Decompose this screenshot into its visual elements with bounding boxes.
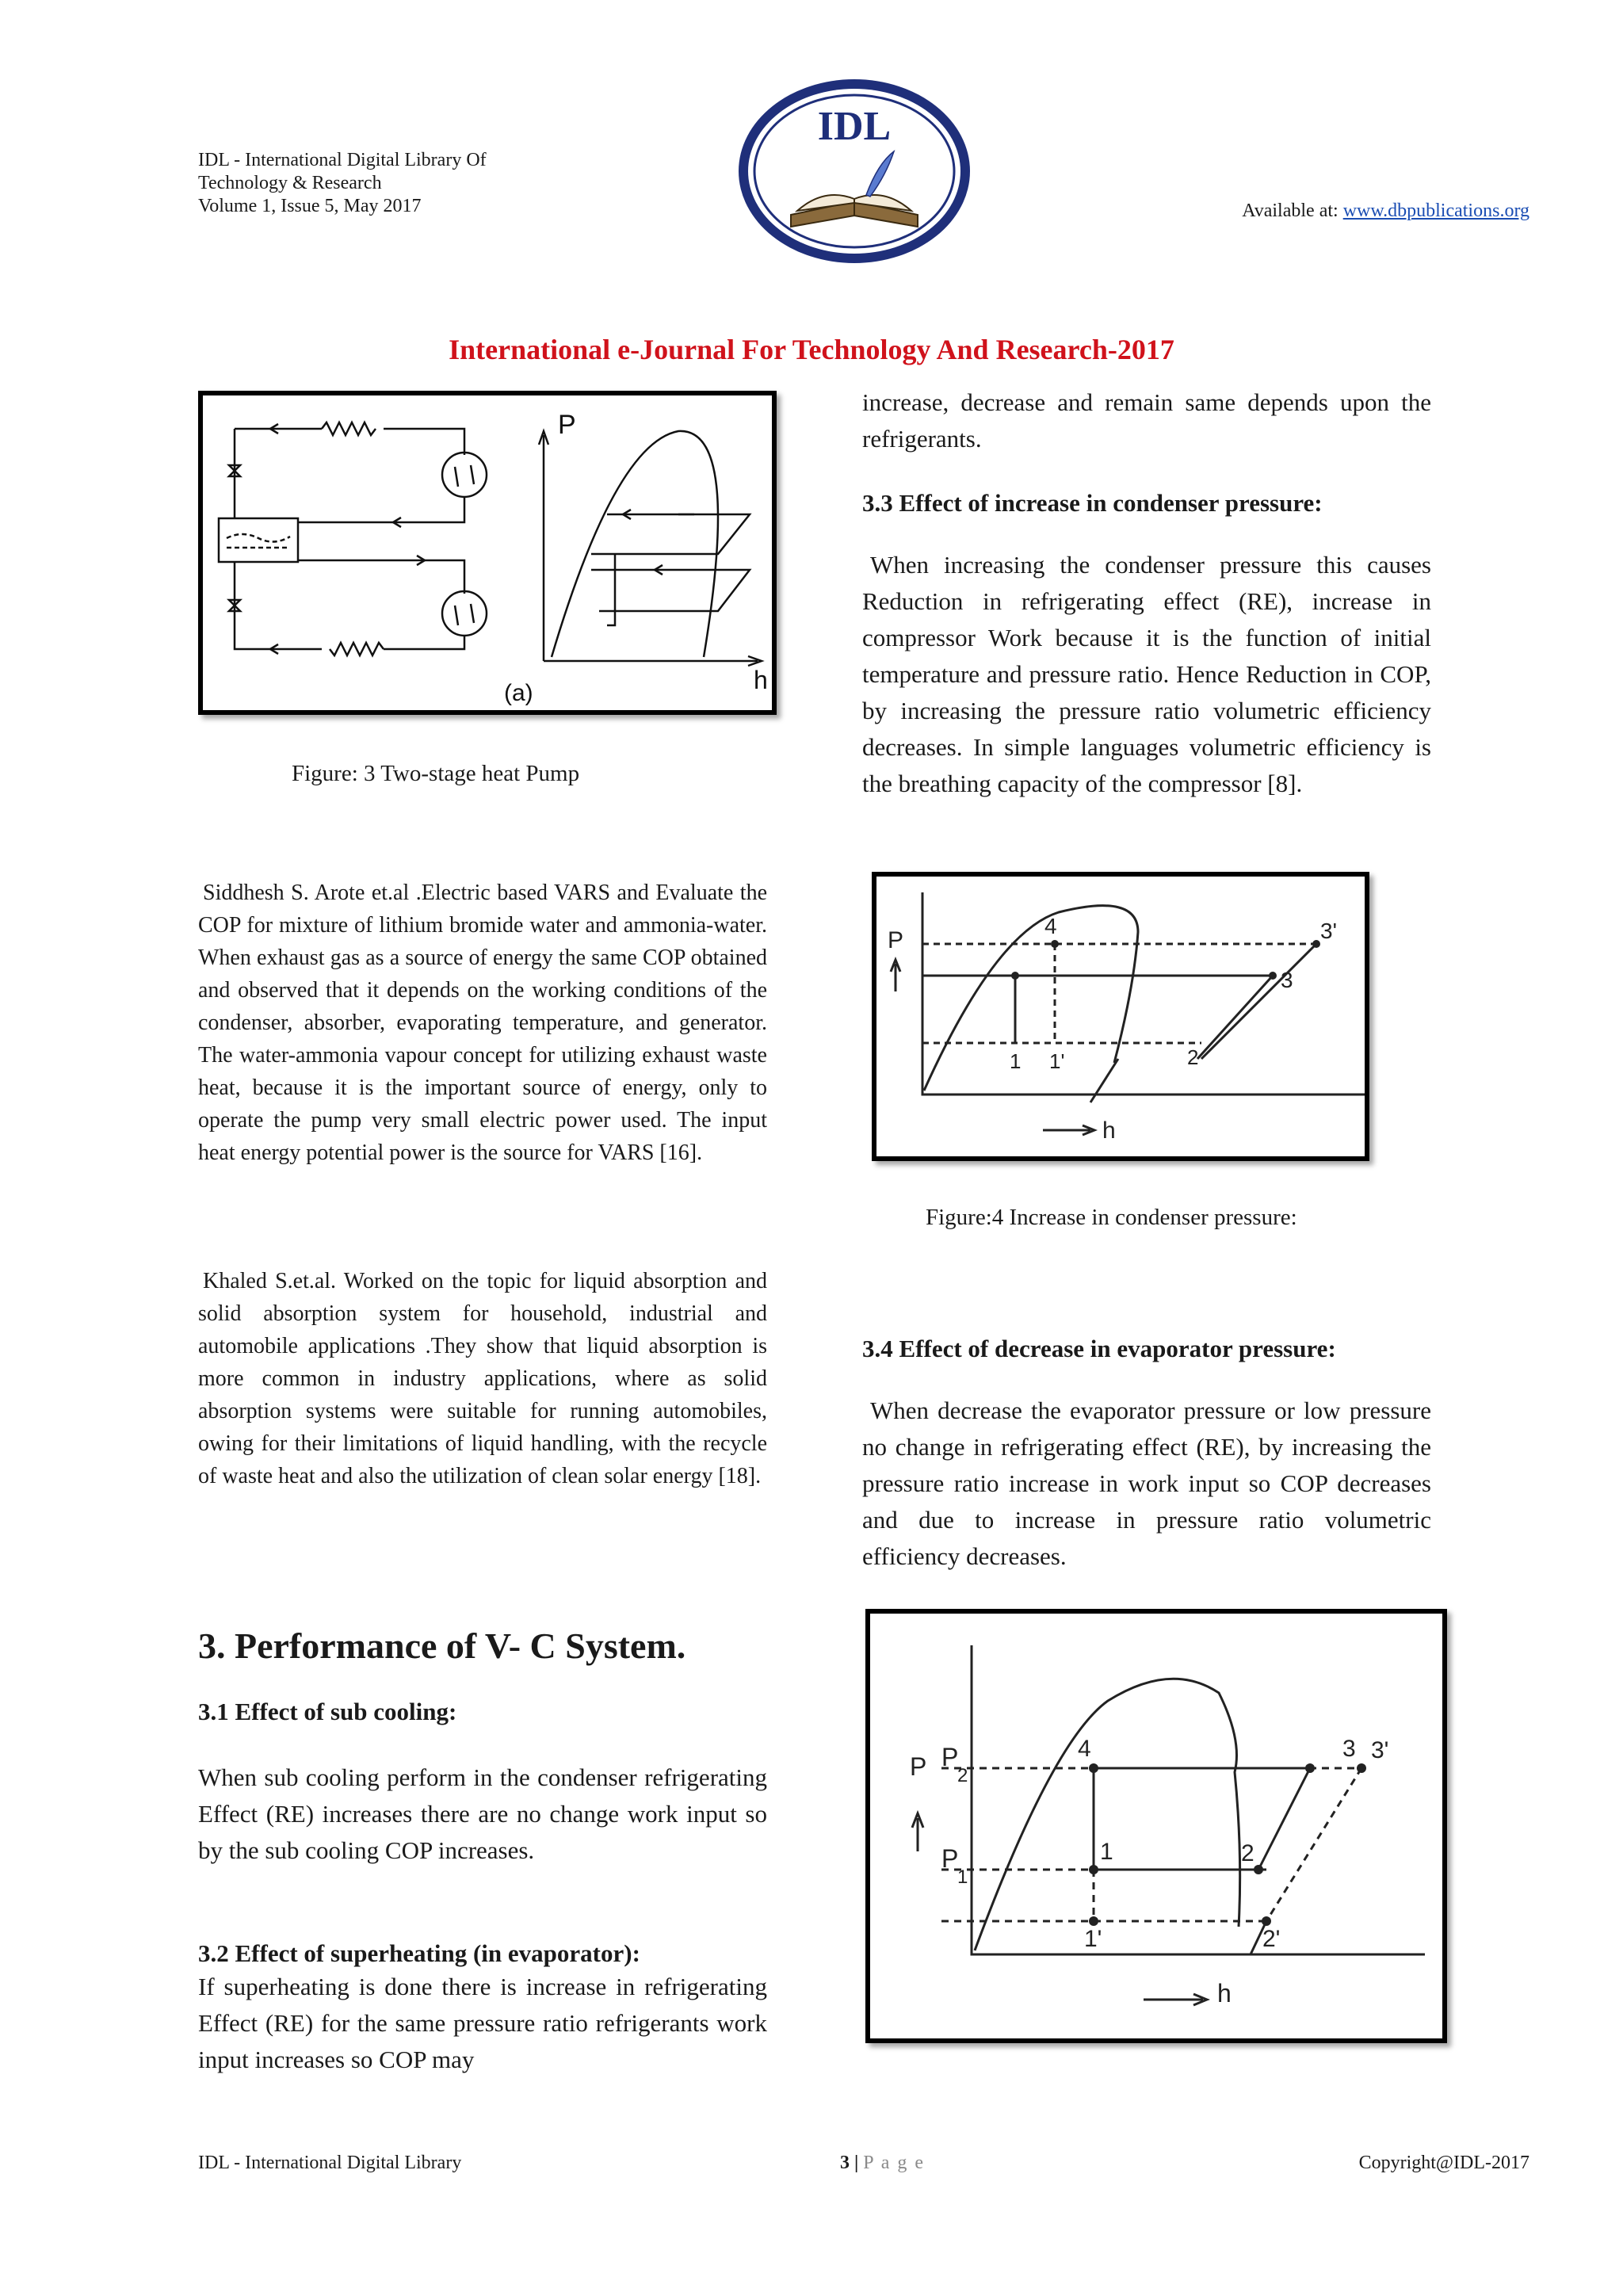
fig5-pt-3p: 3' [1371, 1737, 1389, 1763]
fig3-axis-h: h [754, 666, 768, 694]
figure-4 [872, 872, 1369, 1161]
fig5-pt-1p: 1' [1084, 1926, 1102, 1952]
section-3-2-title: 3.2 Effect of superheating (in evaporator): [198, 1939, 640, 1967]
fig4-axis-p: P [888, 927, 904, 953]
section-3-3-title: 3.3 Effect of increase in condenser pressure: [862, 489, 1323, 517]
fig5-pt-3: 3 [1342, 1736, 1356, 1762]
section-3-1-title: 3.1 Effect of sub cooling: [198, 1698, 457, 1725]
fig4-pt-3: 3 [1281, 968, 1293, 992]
fig5-pt-1: 1 [1100, 1839, 1113, 1865]
fig5-axis-p: P [910, 1752, 927, 1781]
fig4-pt-1p: 1' [1049, 1049, 1065, 1073]
available-label: Available at: [1242, 201, 1343, 221]
fig4-pt-1: 1 [1010, 1049, 1022, 1073]
figure-5-diagram [870, 1614, 1442, 2038]
fig5-p1-sub: 1 [957, 1866, 968, 1888]
idl-logo [735, 76, 973, 266]
left-para-2 [198, 1265, 767, 1492]
footer-page-number: 3 [840, 2153, 850, 2173]
fig3-label-a: (a) [504, 680, 533, 706]
fig5-pt-2p: 2' [1262, 1926, 1281, 1952]
section-3-1-body [198, 1759, 767, 1869]
section-3-3-body [862, 547, 1431, 802]
fig5-p2-sub: 2 [957, 1765, 968, 1786]
fig5-pt-4: 4 [1078, 1736, 1091, 1762]
section-3-2-text: If superheating is done there is increase in refrigerating Effect (RE) for the same pressure ratio refrigerants work input increases so COP may [198, 1973, 767, 2073]
section-3-4-text: When decrease the evaporator pressure or low pressure no change in refrigerating effect (RE), by increasing the pressure ratio increase in work input so COP decreases and due to increase in pressure ratio volumetric efficiency decreases. [862, 1396, 1431, 1570]
figure-3-diagram [203, 395, 772, 710]
paragraph-arote: Siddhesh S. Arote et.al .Electric based VARS and Evaluate the COP for mixture of lithium bromide water and ammonia-water. When exhaust gas as a source of energy the same COP obtained and observed that it depends on the working conditions of the condenser, absorber, evaporating temperature, and generator. The water-ammonia vapour concept for utilizing exhaust waste heat, because it is the important source of energy, only to operate the pump very small electric power used. The input heat energy potential power is the source for VARS [16]. [198, 881, 767, 1165]
fig5-p2: P [941, 1743, 959, 1771]
figure-4-caption: Figure:4 Increase in condenser pressure: [926, 1205, 1297, 1230]
fig3-axis-p: P [558, 410, 576, 440]
figure-4-diagram [876, 877, 1365, 1156]
section-3-3-text: When increasing the condenser pressure this causes Reduction in refrigerating effect (RE), increase in compressor Work because it is the function of initial temperature and pressure ratio. Hence Reduction in COP, by increasing the pressure ratio volumetric efficiency decreases. In simple languages volumetric efficiency is the breathing capacity of the compressor [8]. [862, 551, 1431, 797]
section-3-title: 3. Performance of V- C System. [198, 1626, 686, 1666]
fig4-axis-h: h [1102, 1117, 1116, 1144]
journal-title: International e-Journal For Technology And Research-2017 [449, 334, 1174, 365]
footer-page-sep: | [850, 2153, 864, 2173]
fig5-p1: P [941, 1844, 959, 1873]
figure-5 [865, 1609, 1447, 2043]
section-3-4-body [862, 1392, 1431, 1575]
header-available [1109, 200, 1529, 223]
section-3-4-title: 3.4 Effect of decrease in evaporator pressure: [862, 1335, 1336, 1362]
header-journal-name-2: Technology & Research [198, 173, 382, 193]
left-para-1 [198, 877, 767, 1169]
header-left [198, 149, 487, 218]
right-continuation [862, 384, 1431, 457]
section-3-1-text: When sub cooling perform in the condenser refrigerating Effect (RE) increases there are no change work input so by the sub cooling COP increases. [198, 1763, 767, 1864]
footer-page [840, 2152, 925, 2175]
fig4-pt-3p: 3' [1320, 919, 1337, 943]
header-volume: Volume 1, Issue 5, May 2017 [198, 196, 422, 216]
fig4-pt-2: 2 [1187, 1045, 1199, 1069]
available-link[interactable]: www.dbpublications.org [1342, 201, 1529, 221]
figure-3-caption: Figure: 3 Two-stage heat Pump [292, 761, 580, 786]
footer-left: IDL - International Digital Library [198, 2153, 462, 2173]
footer-right: Copyright@IDL-2017 [1358, 2153, 1529, 2173]
header-journal-name-1: IDL - International Digital Library Of [198, 150, 487, 170]
fig5-pt-2: 2 [1241, 1840, 1254, 1866]
figure-3 [198, 391, 777, 715]
section-3-2-body [198, 1969, 767, 2078]
paragraph-khaled: Khaled S.et.al. Worked on the topic for liquid absorption and solid absorption system for household, industrial and automobile applications .They show that liquid absorption is more common in industry applications, where as solid absorption systems were suitable for running automobiles, owing for their limitations of liquid handling, with the recycle of waste heat and also the utilization of clean solar energy [18]. [198, 1269, 767, 1488]
fig5-axis-h: h [1217, 1979, 1232, 2008]
continuation-text: increase, decrease and remain same depends upon the refrigerants. [862, 388, 1431, 453]
footer-page-word: P a g e [863, 2153, 926, 2173]
fig4-pt-4: 4 [1044, 914, 1057, 938]
logo-text: IDL [817, 104, 892, 149]
